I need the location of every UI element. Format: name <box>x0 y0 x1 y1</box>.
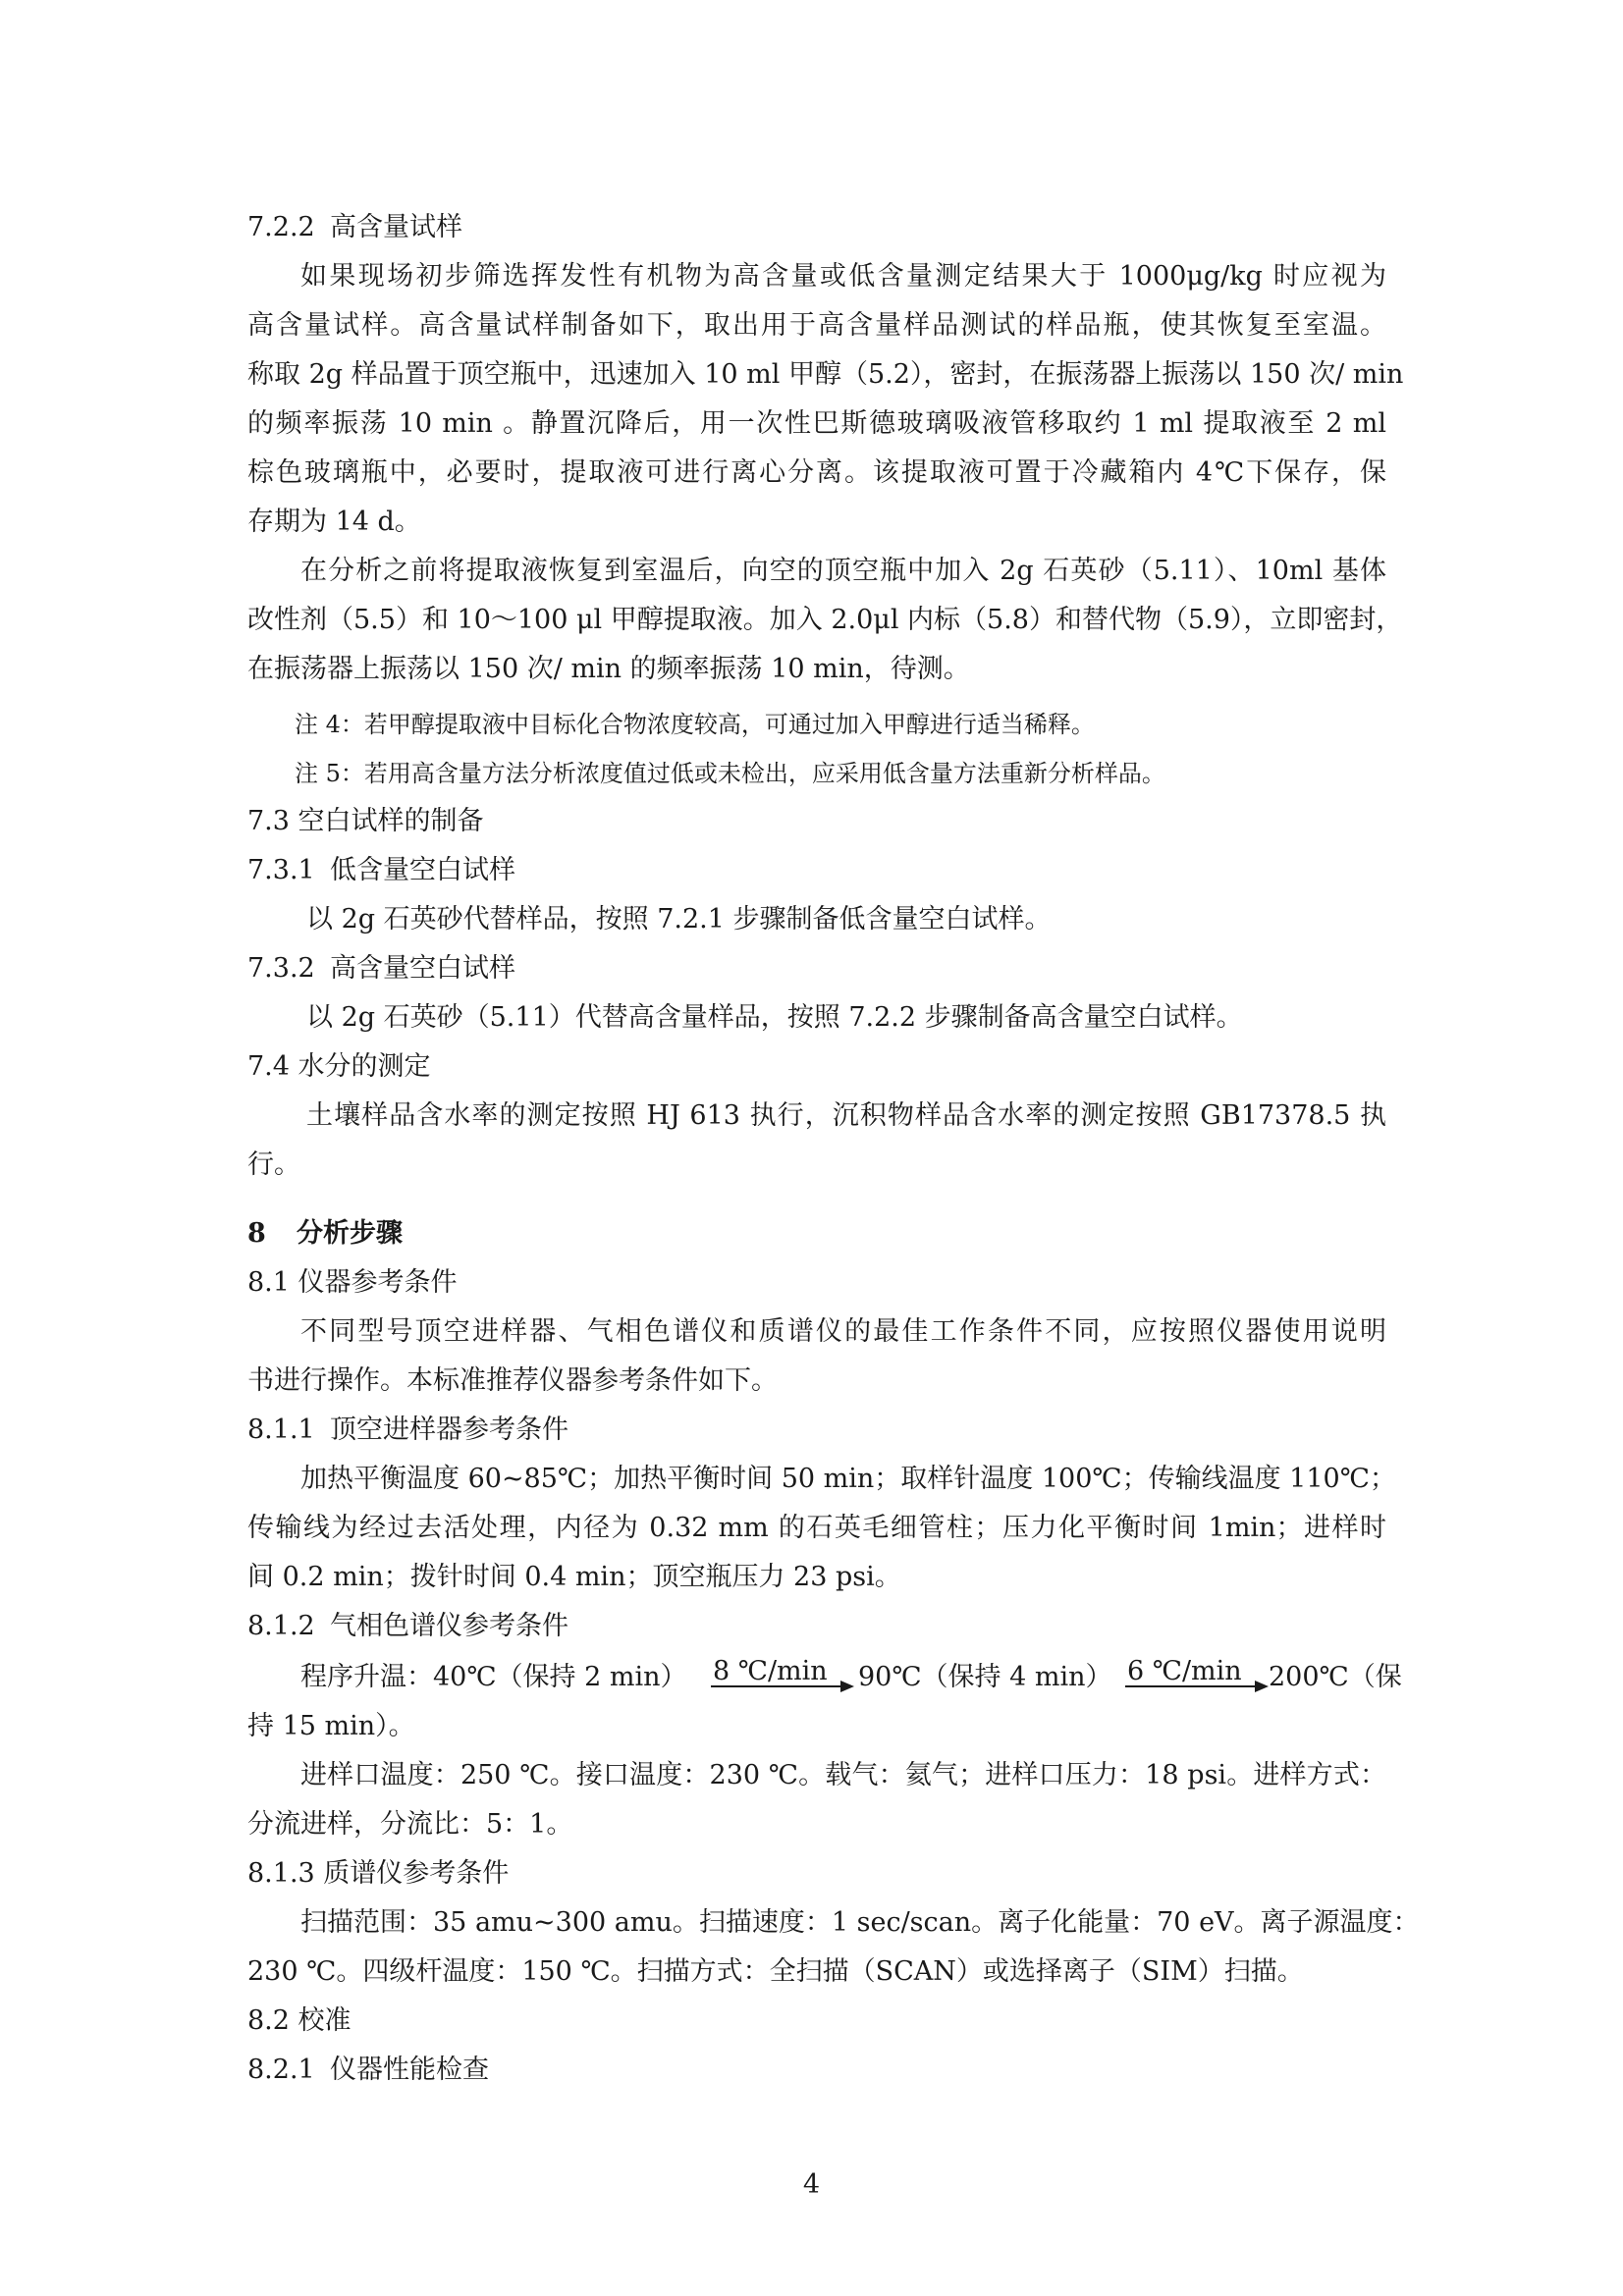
paragraph-line: 扫描范围：35 amu~300 amu。扫描速度：1 sec/scan。离子化能量：70 eV。离子源温度： <box>300 1907 1420 1938</box>
paragraph-line: 以 2g 石英砂（5.11）代替高含量样品，按照 7.2.2 步骤制备高含量空白试样。 <box>306 1002 1243 1033</box>
section-heading-8-1-3: 8.1.3 质谱仪参考条件 <box>247 1858 510 1889</box>
section-number: 7.2.2 <box>247 212 315 242</box>
section-heading-7-3: 7.3 空白试样的制备 <box>247 806 484 836</box>
section-number: 8.1.1 <box>247 1415 315 1445</box>
section-heading-8-1-1 <box>247 1406 568 1455</box>
section-heading-8-1: 8.1 仪器参考条件 <box>247 1267 458 1298</box>
section-number: 8.2.1 <box>247 2055 315 2085</box>
paragraph-line: 不同型号顶空进样器、气相色谱仪和质谱仪的最佳工作条件不同，应按照仪器使用说明 <box>300 1316 1386 1347</box>
section-heading-8-1-2 <box>247 1602 568 1651</box>
paragraph-line: 书进行操作。本标准推荐仪器参考条件如下。 <box>247 1365 778 1396</box>
section-title: 高含量空白试样 <box>330 953 515 984</box>
paragraph-line: 进样口温度：250 ℃。接口温度：230 ℃。载气：氦气；进样口压力：18 psi。进样方式： <box>300 1760 1386 1790</box>
section-heading-8-2-1 <box>247 2046 489 2095</box>
paragraph-line: 如果现场初步筛选挥发性有机物为高含量或低含量测定结果大于 1000μg/kg 时应视为 <box>300 261 1386 292</box>
section-title: 顶空进样器参考条件 <box>330 1415 568 1445</box>
note-4: 注 4：若甲醇提取液中目标化合物浓度较高，可通过加入甲醇进行适当稀释。 <box>295 711 1095 738</box>
paragraph-line: 传输线为经过去活处理，内径为 0.32 mm 的石英毛细管柱；压力化平衡时间 1min；进样时 <box>247 1513 1386 1543</box>
page-number: 4 <box>802 2169 821 2200</box>
chapter-title: 分析步骤 <box>297 1218 403 1249</box>
paragraph-line: 在振荡器上振荡以 150 次/ min 的频率振荡 10 min，待测。 <box>247 654 970 684</box>
program-step-final: 200℃（保 <box>1269 1662 1402 1692</box>
paragraph-line: 行。 <box>247 1149 300 1180</box>
paragraph-line: 以 2g 石英砂代替样品，按照 7.2.1 步骤制备低含量空白试样。 <box>306 904 1052 934</box>
section-heading-7-3-1 <box>247 846 515 895</box>
ramp-rate-1: 8 ℃/min <box>713 1656 828 1686</box>
paragraph-line: 间 0.2 min；拨针时间 0.4 min；顶空瓶压力 23 psi。 <box>247 1562 901 1592</box>
paragraph-line: 的频率振荡 10 min 。静置沉降后，用一次性巴斯德玻璃吸液管移取约 1 ml 提取液至 2 ml <box>247 408 1386 439</box>
ramp-arrow-icon <box>711 1679 854 1694</box>
section-title: 仪器性能检查 <box>330 2055 489 2085</box>
paragraph-line: 称取 2g 样品置于顶空瓶中，迅速加入 10 ml 甲醇（5.2），密封，在振荡器上振荡以 150 次/ min <box>247 359 1404 390</box>
ramp-rate-2: 6 ℃/min <box>1127 1656 1242 1686</box>
program-step-initial: 程序升温：40℃（保持 2 min） <box>300 1662 687 1692</box>
paragraph-line: 存期为 14 d。 <box>247 507 421 537</box>
section-title: 气相色谱仪参考条件 <box>330 1611 568 1641</box>
section-title: 高含量试样 <box>330 212 462 242</box>
paragraph-line: 改性剂（5.5）和 10～100 μl 甲醇提取液。加入 2.0μl 内标（5.8）和替代物（5.9），立即密封， <box>247 605 1403 635</box>
paragraph-line: 在分析之前将提取液恢复到室温后，向空的顶空瓶中加入 2g 石英砂（5.11）、10ml 基体 <box>300 556 1386 586</box>
paragraph-line: 棕色玻璃瓶中，必要时，提取液可进行离心分离。该提取液可置于冷藏箱内 4℃下保存，保 <box>247 457 1386 488</box>
chapter-number: 8 <box>247 1218 266 1249</box>
paragraph-line: 分流进样，分流比：5：1。 <box>247 1809 573 1840</box>
section-heading-7-4: 7.4 水分的测定 <box>247 1051 431 1082</box>
paragraph-line: 持 15 min）。 <box>247 1711 415 1741</box>
section-number: 8.1.2 <box>247 1611 315 1641</box>
section-title: 低含量空白试样 <box>330 855 515 885</box>
temperature-program <box>300 1653 1402 1702</box>
paragraph-line: 加热平衡温度 60~85℃；加热平衡时间 50 min；取样针温度 100℃；传输线温度 110℃； <box>300 1464 1396 1494</box>
ramp-arrow-icon <box>1125 1679 1269 1694</box>
chapter-heading-8 <box>247 1209 403 1258</box>
program-step-middle: 90℃（保持 4 min） <box>858 1662 1112 1692</box>
section-heading-7-2-2 <box>247 203 462 252</box>
section-number: 7.3.2 <box>247 953 315 984</box>
section-heading-8-2: 8.2 校准 <box>247 2005 352 2036</box>
note-5: 注 5：若用高含量方法分析浓度值过低或未检出，应采用低含量方法重新分析样品。 <box>295 760 1165 787</box>
section-number: 7.3.1 <box>247 855 315 885</box>
section-heading-7-3-2 <box>247 944 515 993</box>
paragraph-line: 高含量试样。高含量试样制备如下，取出用于高含量样品测试的样品瓶，使其恢复至室温。 <box>247 310 1386 341</box>
paragraph-line: 230 ℃。四级杆温度：150 ℃。扫描方式：全扫描（SCAN）或选择离子（SIM）扫描。 <box>247 1956 1304 1987</box>
paragraph-line: 土壤样品含水率的测定按照 HJ 613 执行，沉积物样品含水率的测定按照 GB17378.5 执 <box>306 1100 1386 1131</box>
